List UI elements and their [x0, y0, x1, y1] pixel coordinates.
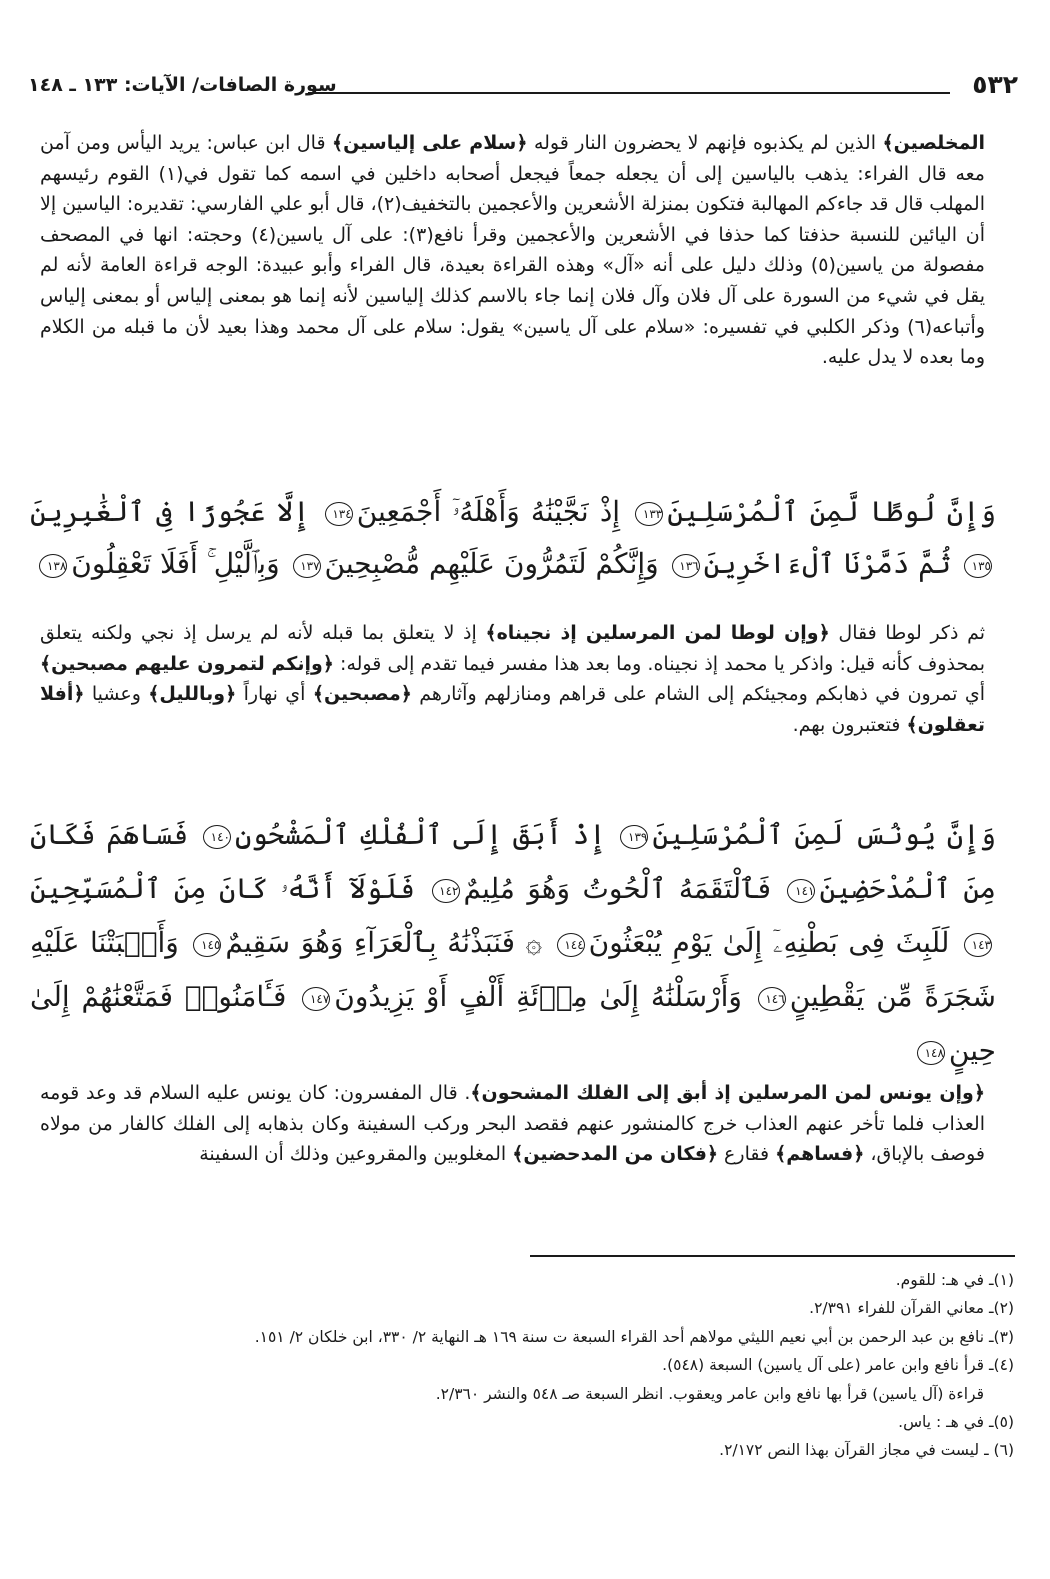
running-title: سورة الصافات/ الآيات: ١٣٣ ـ ١٤٨ — [28, 74, 337, 96]
verse-140: إِذْ أَبَقَ إِلَى ٱلْفُلْكِ ٱلْمَشْحُونِ — [234, 818, 606, 851]
body-text: قال ابن عباس: يريد اليأس ومن آمن معه قال الفراء: يذهب بالياسين إلى أن يجعله جمعاً فيجعل أصحابه داخلين في اسمه كما تقول في(١) القوم رئيسهم المهلب قال قد جاءكم المهالبة فتكون بمنزلة الأشعرين والأعجمين بالتخفيف(٢)، قال أبو علي الفارسي: تقديره: الياسين إلا أن اليائين للنسبة حذفتا كما حذفا في الأشعرين والأعجمين وقرأ نافع(٣): على آل ياسين(٤) وحجته: انها في المصحف مفصولة من ياسين(٥) وذلك دليل على أنه «آل» وهذه القراءة بعيدة، قال الفراء وأبو عبيدة: الوجه قراءة العامة لأنه لم يقل في شيء من السورة على آل فلان وآل فلان إنما جاء بالاسم كذلك إلياسين لأنه إنما هو بمعنى إلياس أو بمعنى إلياس وأتباعه(٦) وذكر الكلبي في تفسيره: «سلام على آل ياسين» يقول: سلام على آل محمد وهذا بعيد لأن ما قبله من الكلام وما بعده لا يدل عليه. — [40, 132, 986, 369]
quoted-verse: ﴿فكان من المدحضين﴾ — [512, 1143, 719, 1166]
header-rule — [308, 92, 950, 94]
commentary-paragraph-1 — [40, 128, 985, 373]
verse-138: وَبِٱلَّيْلِ ۚ أَفَلَا تَعْقِلُونَ — [71, 547, 280, 580]
verse-number-137: ١٣٧ — [293, 554, 321, 578]
verse-number-134: ١٣٤ — [325, 502, 353, 526]
verse-number-133: ١٣٣ — [635, 502, 663, 526]
footnote-3: (٣)ـ نافع بن عبد الرحمن بن أبي نعيم الليثي مولاهم أحد القراء السبعة ت سنة ١٦٩ هـ النهاية ٢/ ٣٣٠، ابن خلكان ٢/ ١٥١. — [254, 1327, 1014, 1346]
verse-number-141: ١٤١ — [787, 879, 815, 903]
page-number: ٥٣٢ — [972, 70, 1018, 99]
body-text: وعشيا — [84, 683, 149, 706]
footnote-6: (٦) ـ ليست في مجاز القرآن بهذا النص ٢/١٧٢. — [719, 1441, 1014, 1460]
quran-verses-139-148 — [30, 808, 996, 1078]
footnotes — [34, 1266, 1014, 1465]
commentary-paragraph-2 — [40, 618, 985, 740]
body-text: فتعتبرون بهم. — [792, 713, 907, 736]
verse-number-136: ١٣٦ — [672, 554, 700, 578]
verse-144: لَلَبِثَ فِى بَطْنِهِۦٓ إِلَىٰ يَوْمِ يُبْعَثُونَ — [588, 926, 950, 959]
quote-fragment: المخلصين﴾ — [882, 132, 985, 154]
footnote-2: (٢)ـ معاني القرآن للفراء ٢/٣٩١. — [809, 1299, 1014, 1318]
verse-number-145: ١٤٥ — [193, 933, 221, 957]
page-header — [28, 70, 1018, 106]
body-text: أي نهاراً — [236, 683, 313, 706]
verse-number-146: ١٤٦ — [758, 987, 786, 1011]
quoted-verse: ﴿مصبحين﴾ — [312, 683, 412, 706]
quoted-verse: ﴿فساهم﴾ — [775, 1143, 865, 1166]
footnote-1: (١)ـ في هـ: للقوم. — [895, 1271, 1014, 1289]
commentary-paragraph-3 — [40, 1078, 985, 1170]
quran-verses-133-138 — [30, 486, 996, 590]
quoted-verse: ﴿وبالليل﴾ — [148, 683, 237, 706]
verse-number-147: ١٤٧ — [302, 987, 330, 1011]
verse-141: فَسَاهَمَ فَكَانَ مِنَ ٱلْمُدْحَضِينَ — [30, 818, 997, 905]
verse-number-139: ١٣٩ — [620, 825, 648, 849]
verse-134: إِذْ نَجَّيْنَٰهُ وَأَهْلَهُۥٓ أَجْمَعِينَ — [356, 495, 621, 528]
body-text: ثم ذكر لوطا فقال — [829, 622, 985, 644]
quoted-verse: ﴿وإنكم لتمرون عليهم مصبحين﴾ — [40, 652, 334, 675]
footnote-divider — [530, 1255, 1015, 1257]
verse-number-143: ١٤٣ — [964, 933, 992, 957]
verse-number-142: ١٤٢ — [432, 879, 460, 903]
verse-143: فَلَوْلَآ أَنَّهُۥ كَانَ مِنَ ٱلْمُسَبِّحِينَ — [30, 872, 416, 905]
verse-146: وَأَنۢبَتْنَا عَلَيْهِ شَجَرَةً مِّن يَقْطِينٍ — [30, 926, 997, 1013]
body-text: الذين لم يكذبوه فإنهم لا يحضرون النار قوله — [527, 132, 883, 154]
quoted-verse: ﴿سلام على إلياسين﴾ — [332, 132, 528, 154]
verse-145: ۞ فَنَبَذْنَٰهُ بِٱلْعَرَآءِ وَهُوَ سَقِيمٌ — [225, 926, 543, 959]
verse-133: وَإِنَّ لُوطًا لَّمِنَ ٱلْمُرْسَلِينَ — [667, 495, 996, 528]
footnote-4: (٤)ـ قرأ نافع وابن عامر (على آل ياسين) السبعة (٥٤٨). — [662, 1356, 1014, 1375]
verse-135: إِلَّا عَجُوزًا فِى ٱلْغَٰبِرِينَ — [30, 495, 310, 528]
body-text: أي تمرون في ذهابكم ومجيئكم إلى الشام على قراهم ومنازلهم وآثارهم — [411, 683, 985, 706]
verse-number-140: ١٤٠ — [203, 825, 231, 849]
footnote-5: (٥)ـ في هـ : ياس. — [898, 1413, 1014, 1432]
verse-number-135: ١٣٥ — [964, 554, 992, 578]
verse-139: وَإِنَّ يُونُسَ لَمِنَ ٱلْمُرْسَلِينَ — [652, 818, 997, 851]
body-text: المغلوبين والمقروعين وذلك أن السفينة — [199, 1143, 513, 1166]
quoted-verse: ﴿وإن يونس لمن المرسلين إذ أبق إلى الفلك المشحون﴾ — [470, 1082, 985, 1104]
verse-136: ثُمَّ دَمَّرْنَا ٱلْءَاخَرِينَ — [703, 547, 952, 580]
verse-number-138: ١٣٨ — [39, 554, 67, 578]
body-text: فقارع — [718, 1143, 776, 1166]
verse-137: وَإِنَّكُمْ لَتَمُرُّونَ عَلَيْهِم مُّصْبِحِينَ — [324, 547, 659, 580]
quoted-verse: ﴿أفلا تعقلون﴾ — [40, 683, 985, 736]
body-text: إذ لا يتعلق بما قبله لأنه لم يرسل إذ نجي ولكنه يتعلق بمحذوف كأنه قيل: واذكر يا محمد إذ نجيناه. وما بعد هذا مفسر فيما تقدم إلى قوله: — [40, 622, 985, 675]
footnote-4-continuation: قراءة (آل ياسين) قرأ بها نافع وابن عامر ويعقوب. انظر السبعة صـ ٥٤٨ والنشر ٢/٣٦٠. — [435, 1384, 984, 1403]
verse-142: فَٱلْتَقَمَهُ ٱلْحُوتُ وَهُوَ مُلِيمٌ — [463, 872, 771, 905]
verse-number-148: ١٤٨ — [917, 1041, 945, 1065]
verse-148: فَـَٔامَنُوا۟ فَمَتَّعْنَٰهُمْ إِلَىٰ حِينٍ — [30, 980, 996, 1067]
verse-number-144: ١٤٤ — [557, 933, 585, 957]
quoted-verse: ﴿وإن لوطا لمن المرسلين إذ نجيناه﴾ — [485, 622, 830, 644]
verse-147: وَأَرْسَلْنَٰهُ إِلَىٰ مِا۟ئَةِ أَلْفٍ أَوْ يَزِيدُونَ — [334, 980, 742, 1013]
body-text: . قال المفسرون: كان يونس عليه السلام قد وعد قومه العذاب فلما تأخر عنهم العذاب خرج كالمنشور عنهم فقصد البحر وركب السفينة وكان بذهابه إلى الفلك كالفار من مولاه فوصف بالإباق، — [40, 1082, 985, 1166]
